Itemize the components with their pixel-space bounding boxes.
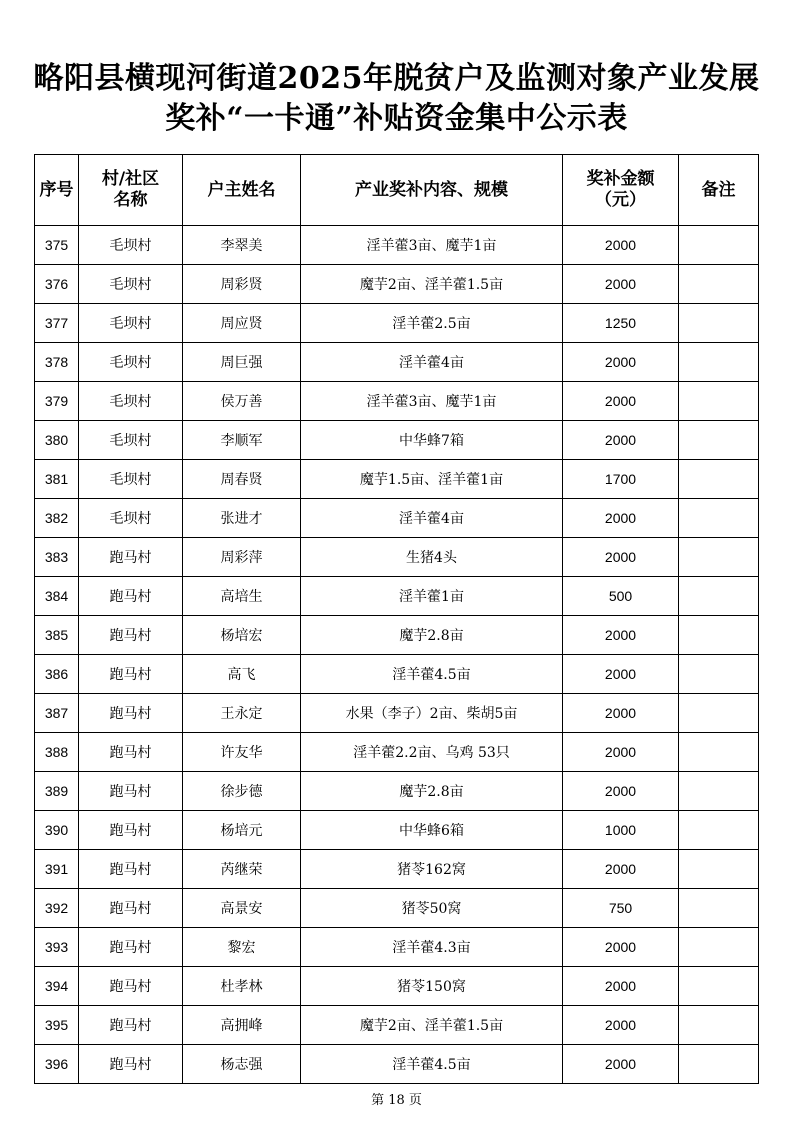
cell-village: 跑马村 (79, 616, 183, 655)
cell-content: 淫羊藿1亩 (301, 577, 563, 616)
cell-note (679, 265, 759, 304)
cell-householder-name: 周春贤 (183, 460, 301, 499)
table-row (35, 928, 759, 967)
cell-amount: 2000 (563, 343, 679, 382)
cell-seq: 388 (35, 733, 79, 772)
cell-village: 跑马村 (79, 1045, 183, 1084)
cell-householder-name: 高拥峰 (183, 1006, 301, 1045)
cell-householder-name: 张进才 (183, 499, 301, 538)
cell-householder-name: 高培生 (183, 577, 301, 616)
cell-amount: 1700 (563, 460, 679, 499)
header-amount (563, 155, 679, 226)
cell-content: 生猪4头 (301, 538, 563, 577)
table-row (35, 811, 759, 850)
cell-householder-name: 杨培元 (183, 811, 301, 850)
cell-content: 淫羊藿3亩、魔芋1亩 (301, 382, 563, 421)
table-row (35, 1006, 759, 1045)
cell-seq: 384 (35, 577, 79, 616)
cell-householder-name: 周应贤 (183, 304, 301, 343)
cell-village: 毛坝村 (79, 343, 183, 382)
cell-note (679, 1045, 759, 1084)
cell-note (679, 616, 759, 655)
cell-note (679, 811, 759, 850)
table-row (35, 304, 759, 343)
header-note: 备注 (679, 155, 759, 226)
cell-seq: 394 (35, 967, 79, 1006)
cell-content: 淫羊藿4.5亩 (301, 1045, 563, 1084)
cell-amount: 750 (563, 889, 679, 928)
cell-note (679, 577, 759, 616)
cell-village: 毛坝村 (79, 382, 183, 421)
document-title-line1: 略阳县横现河街道2025年脱贫户及监测对象产业发展 (33, 61, 760, 96)
cell-amount: 2000 (563, 226, 679, 265)
cell-householder-name: 黎宏 (183, 928, 301, 967)
cell-amount: 2000 (563, 772, 679, 811)
table-row (35, 967, 759, 1006)
cell-village: 跑马村 (79, 967, 183, 1006)
table-row (35, 850, 759, 889)
cell-householder-name: 许友华 (183, 733, 301, 772)
table-header-row (35, 155, 759, 226)
cell-content: 中华蜂7箱 (301, 421, 563, 460)
table-row (35, 733, 759, 772)
cell-note (679, 889, 759, 928)
cell-householder-name: 李翠美 (183, 226, 301, 265)
table-row (35, 1045, 759, 1084)
cell-note (679, 538, 759, 577)
cell-village: 跑马村 (79, 928, 183, 967)
cell-householder-name: 侯万善 (183, 382, 301, 421)
cell-householder-name: 高飞 (183, 655, 301, 694)
cell-content: 中华蜂6箱 (301, 811, 563, 850)
table-row (35, 382, 759, 421)
cell-amount: 2000 (563, 421, 679, 460)
cell-seq: 390 (35, 811, 79, 850)
cell-village: 毛坝村 (79, 460, 183, 499)
table-row (35, 577, 759, 616)
cell-content: 淫羊藿4亩 (301, 343, 563, 382)
cell-seq: 382 (35, 499, 79, 538)
cell-village: 跑马村 (79, 1006, 183, 1045)
table-row (35, 772, 759, 811)
cell-householder-name: 杨培宏 (183, 616, 301, 655)
cell-seq: 387 (35, 694, 79, 733)
cell-note (679, 967, 759, 1006)
cell-householder-name: 王永定 (183, 694, 301, 733)
cell-content: 猪苓150窝 (301, 967, 563, 1006)
cell-householder-name: 杜孝林 (183, 967, 301, 1006)
header-amount-line2: （元） (595, 190, 646, 210)
cell-village: 跑马村 (79, 811, 183, 850)
cell-village: 跑马村 (79, 655, 183, 694)
cell-seq: 392 (35, 889, 79, 928)
cell-amount: 2000 (563, 850, 679, 889)
cell-content: 淫羊藿4.5亩 (301, 655, 563, 694)
cell-content: 淫羊藿2.5亩 (301, 304, 563, 343)
cell-note (679, 928, 759, 967)
cell-village: 跑马村 (79, 733, 183, 772)
cell-content: 淫羊藿3亩、魔芋1亩 (301, 226, 563, 265)
table-row (35, 499, 759, 538)
cell-amount: 2000 (563, 616, 679, 655)
cell-amount: 2000 (563, 967, 679, 1006)
header-householder-name: 户主姓名 (183, 155, 301, 226)
cell-seq: 378 (35, 343, 79, 382)
cell-note (679, 343, 759, 382)
cell-amount: 2000 (563, 1006, 679, 1045)
table-row (35, 265, 759, 304)
cell-seq: 375 (35, 226, 79, 265)
cell-content: 魔芋2亩、淫羊藿1.5亩 (301, 1006, 563, 1045)
cell-note (679, 850, 759, 889)
cell-amount: 1250 (563, 304, 679, 343)
cell-amount: 1000 (563, 811, 679, 850)
cell-amount: 2000 (563, 538, 679, 577)
cell-seq: 376 (35, 265, 79, 304)
cell-village: 跑马村 (79, 538, 183, 577)
subsidy-table (34, 154, 759, 1084)
cell-amount: 2000 (563, 655, 679, 694)
cell-note (679, 421, 759, 460)
table-row (35, 421, 759, 460)
cell-seq: 383 (35, 538, 79, 577)
header-content: 产业奖补内容、规模 (301, 155, 563, 226)
header-seq: 序号 (35, 155, 79, 226)
cell-note (679, 226, 759, 265)
cell-seq: 380 (35, 421, 79, 460)
table-row (35, 538, 759, 577)
cell-amount: 2000 (563, 382, 679, 421)
cell-householder-name: 周彩贤 (183, 265, 301, 304)
table-row (35, 460, 759, 499)
table-body (35, 226, 759, 1084)
cell-content: 魔芋2.8亩 (301, 772, 563, 811)
cell-seq: 391 (35, 850, 79, 889)
table-row (35, 226, 759, 265)
table-row (35, 694, 759, 733)
cell-amount: 2000 (563, 499, 679, 538)
cell-village: 毛坝村 (79, 265, 183, 304)
cell-content: 魔芋2亩、淫羊藿1.5亩 (301, 265, 563, 304)
cell-content: 猪苓162窝 (301, 850, 563, 889)
cell-village: 跑马村 (79, 772, 183, 811)
cell-seq: 377 (35, 304, 79, 343)
cell-note (679, 304, 759, 343)
cell-village: 毛坝村 (79, 304, 183, 343)
cell-note (679, 655, 759, 694)
cell-seq: 385 (35, 616, 79, 655)
cell-village: 跑马村 (79, 889, 183, 928)
cell-note (679, 382, 759, 421)
cell-amount: 2000 (563, 265, 679, 304)
cell-householder-name: 徐步德 (183, 772, 301, 811)
cell-note (679, 772, 759, 811)
table-row (35, 343, 759, 382)
cell-amount: 2000 (563, 733, 679, 772)
cell-seq: 393 (35, 928, 79, 967)
header-village-line2: 名称 (113, 190, 148, 210)
cell-seq: 395 (35, 1006, 79, 1045)
document-title-line2: 奖补“一卡通”补贴资金集中公示表 (165, 101, 628, 136)
cell-note (679, 1006, 759, 1045)
cell-content: 猪苓50窝 (301, 889, 563, 928)
cell-note (679, 499, 759, 538)
page-number: 第 18 页 (371, 1093, 422, 1108)
cell-seq: 386 (35, 655, 79, 694)
cell-seq: 389 (35, 772, 79, 811)
cell-householder-name: 高景安 (183, 889, 301, 928)
cell-householder-name: 芮继荣 (183, 850, 301, 889)
cell-seq: 396 (35, 1045, 79, 1084)
cell-householder-name: 李顺军 (183, 421, 301, 460)
cell-note (679, 460, 759, 499)
cell-content: 魔芋2.8亩 (301, 616, 563, 655)
cell-village: 跑马村 (79, 850, 183, 889)
header-amount-line1: 奖补金额 (586, 169, 655, 189)
cell-content: 水果（李子）2亩、柴胡5亩 (301, 694, 563, 733)
cell-householder-name: 周彩萍 (183, 538, 301, 577)
table-row (35, 616, 759, 655)
cell-village: 跑马村 (79, 577, 183, 616)
table-row (35, 655, 759, 694)
cell-village: 毛坝村 (79, 226, 183, 265)
cell-amount: 2000 (563, 694, 679, 733)
cell-village: 跑马村 (79, 694, 183, 733)
cell-content: 淫羊藿4亩 (301, 499, 563, 538)
table-row (35, 889, 759, 928)
cell-content: 淫羊藿4.3亩 (301, 928, 563, 967)
cell-seq: 381 (35, 460, 79, 499)
cell-note (679, 694, 759, 733)
cell-content: 魔芋1.5亩、淫羊藿1亩 (301, 460, 563, 499)
cell-householder-name: 周巨强 (183, 343, 301, 382)
cell-householder-name: 杨志强 (183, 1045, 301, 1084)
cell-village: 毛坝村 (79, 421, 183, 460)
cell-note (679, 733, 759, 772)
cell-amount: 2000 (563, 1045, 679, 1084)
cell-amount: 2000 (563, 928, 679, 967)
cell-content: 淫羊藿2.2亩、乌鸡 53只 (301, 733, 563, 772)
cell-amount: 500 (563, 577, 679, 616)
cell-seq: 379 (35, 382, 79, 421)
header-village-line1: 村/社区 (101, 169, 160, 189)
header-village (79, 155, 183, 226)
cell-village: 毛坝村 (79, 499, 183, 538)
